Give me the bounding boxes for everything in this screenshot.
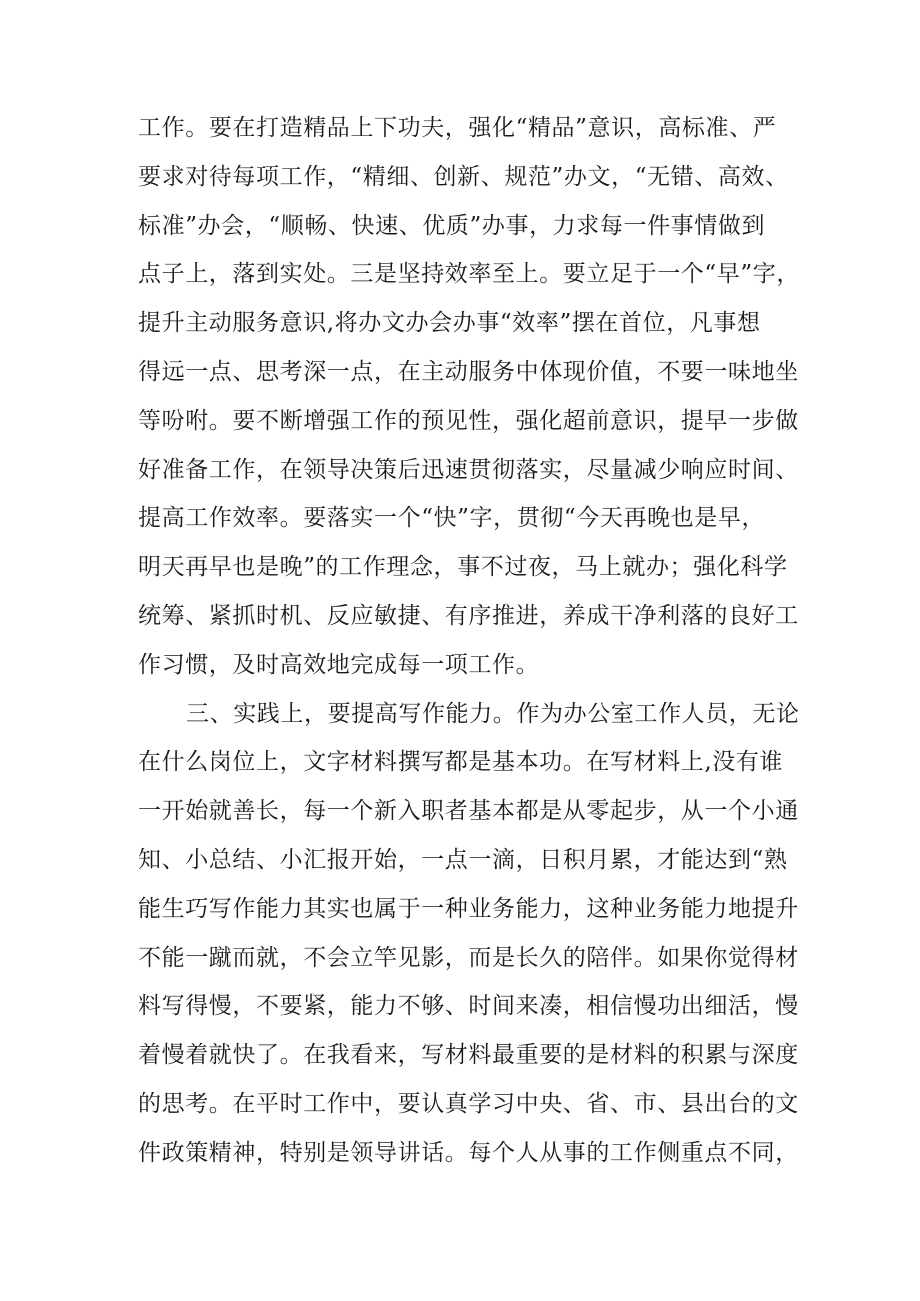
text-line: 料写得慢，不要紧，能力不够、时间来凑，相信慢功出细活，慢 — [138, 993, 799, 1020]
text-line: 在什么岗位上，文字材料撰写都是基本功。在写材料上,没有谁 — [138, 749, 784, 776]
text-line: 一开始就善长，每一个新入职者基本都是从零起步，从一个小通 — [138, 798, 799, 825]
text-line: 提升主动服务意识,将办文办会办事“效率”摆在首位，凡事想 — [138, 310, 761, 337]
text-line: 提高工作效率。要落实一个“快”字，贯彻“今天再晚也是早， — [138, 505, 766, 532]
text-line: 不能一蹴而就，不会立竿见影，而是长久的陪伴。如果你觉得材 — [138, 944, 799, 971]
text-line: 着慢着就快了。在我看来，写材料最重要的是材料的积累与深度 — [138, 1042, 799, 1069]
text-line: 能生巧写作能力其实也属于一种业务能力，这种业务能力地提升 — [138, 895, 799, 922]
text-line: 要求对待每项工作，“精细、创新、规范”办文，“无错、高效、 — [138, 163, 789, 190]
text-line: 得远一点、思考深一点，在主动服务中体现价值，不要一味地坐 — [138, 358, 799, 385]
text-line: 明天再早也是晚”的工作理念，事不过夜，马上就办；强化科学 — [138, 554, 788, 581]
paragraph-start-line: 三、实践上，要提高写作能力。作为办公室工作人员，无论 — [186, 700, 800, 727]
text-line: 统筹、紧抓时机、反应敏捷、有序推进，养成干净利落的良好工 — [138, 602, 799, 629]
text-line: 作习惯，及时高效地完成每一项工作。 — [138, 651, 540, 678]
text-line: 标准”办会，“顺畅、快速、优质”办事，力求每一件事情做到 — [138, 212, 766, 239]
text-line: 好准备工作，在领导决策后迅速贯彻落实，尽量减少响应时间、 — [138, 456, 799, 483]
text-line: 点子上，落到实处。三是坚持效率至上。要立足于一个“早”字， — [138, 261, 800, 288]
text-line: 件政策精神，特别是领导讲话。每个人从事的工作侧重点不同， — [138, 1139, 799, 1166]
text-line: 等吩咐。要不断增强工作的预见性，强化超前意识，提早一步做 — [138, 407, 799, 434]
body-text — [138, 104, 798, 1178]
text-line: 工作。要在打造精品上下功夫，强化“精品”意识，高标准、严 — [138, 115, 777, 141]
text-line: 知、小总结、小汇报开始，一点一滴，日积月累，才能达到“熟 — [138, 846, 788, 873]
text-line: 的思考。在平时工作中，要认真学习中央、省、市、县出台的文 — [138, 1090, 799, 1117]
